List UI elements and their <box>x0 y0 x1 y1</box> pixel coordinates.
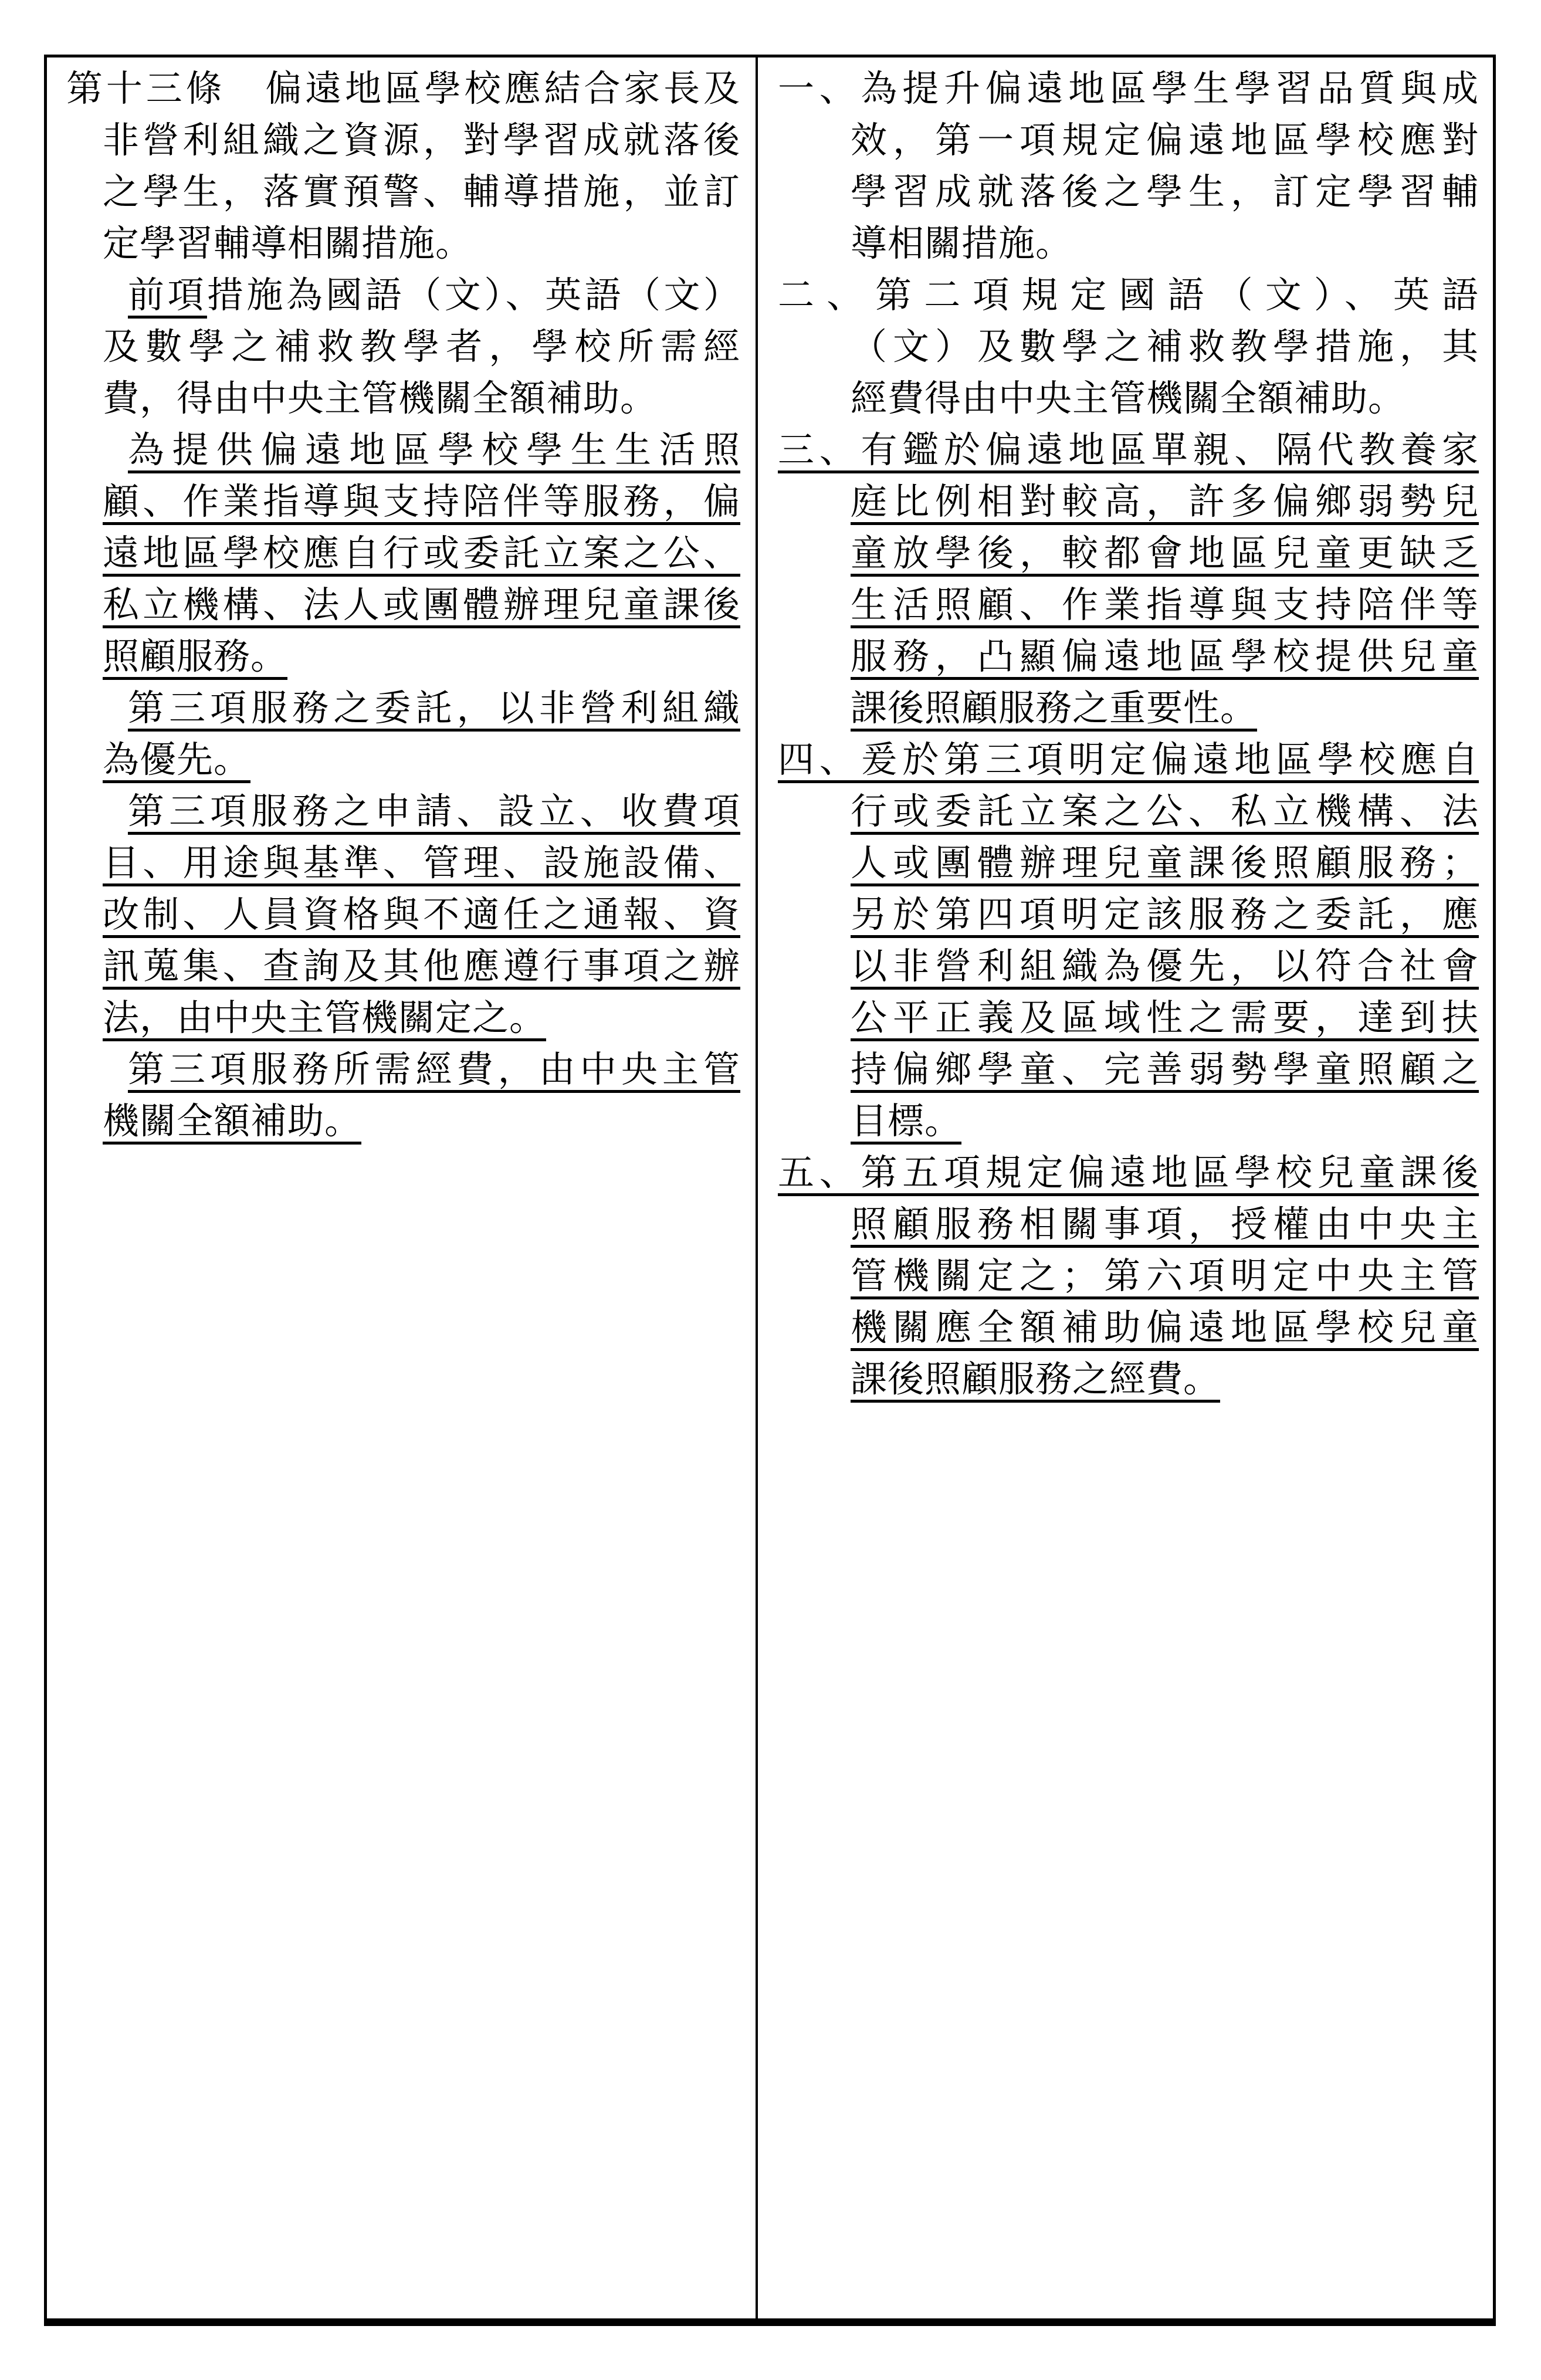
text-line <box>778 1199 1479 1251</box>
text-segment: 一、為提升偏遠地區學生學習品質與成 <box>778 69 1479 109</box>
text-line <box>778 734 1479 786</box>
text-segment: 及數學之補救教學者，學校所需經 <box>103 327 740 367</box>
text-line <box>778 1251 1479 1302</box>
text-line <box>778 683 1479 734</box>
underlined-text-segment: 管機關定之；第六項明定中央主管 <box>851 1257 1479 1296</box>
underlined-text-segment: 照顧服務。 <box>103 637 288 677</box>
text-line <box>66 889 740 941</box>
text-line <box>66 993 740 1044</box>
underlined-text-segment: 目標。 <box>851 1102 962 1142</box>
underlined-text-segment: 為優先。 <box>103 740 251 780</box>
text-segment: 定學習輔導相關措施。 <box>103 224 473 264</box>
text-line <box>66 167 740 218</box>
text-line <box>778 270 1479 321</box>
text-segment: 經費得由中央主管機關全額補助。 <box>851 379 1405 419</box>
underlined-text-segment: 訊蒐集、查詢及其他應遵行事項之辦 <box>103 947 740 987</box>
text-line <box>66 1044 740 1096</box>
underlined-text-segment: 私立機構、法人或團體辦理兒童課後 <box>103 585 740 625</box>
text-line <box>66 941 740 993</box>
underlined-text-segment: 三、有鑑於偏遠地區單親、隔代教養家 <box>778 431 1479 470</box>
underlined-text-segment: 童放學後，較都會地區兒童更缺乏 <box>851 534 1479 574</box>
underlined-text-segment: 前項 <box>128 276 207 316</box>
text-line <box>66 425 740 476</box>
text-line <box>778 373 1479 425</box>
provision-column <box>47 57 758 2318</box>
text-segment: 導相關措施。 <box>851 224 1073 264</box>
text-line <box>778 476 1479 528</box>
text-line <box>66 115 740 167</box>
text-line <box>778 167 1479 218</box>
underlined-text-segment: 機關全額補助。 <box>103 1102 362 1142</box>
comparison-table <box>44 55 1496 2326</box>
text-segment: 二、第二項規定國語（文）、英語 <box>778 276 1479 316</box>
underlined-text-segment: 課後照顧服務之經費。 <box>851 1360 1221 1400</box>
underlined-text-segment: 持偏鄉學童、完善弱勢學童照顧之 <box>851 1050 1479 1090</box>
text-line <box>66 321 740 373</box>
underlined-text-segment: 人或團體辦理兒童課後照顧服務； <box>851 844 1479 883</box>
underlined-text-segment: 庭比例相對較高，許多偏鄉弱勢兒 <box>851 482 1479 522</box>
underlined-text-segment: 遠地區學校應自行或委託立案之公、 <box>103 534 740 574</box>
underlined-text-segment: 第三項服務之申請、設立、收費項 <box>128 792 740 832</box>
underlined-text-segment: 顧、作業指導與支持陪伴等服務，偏 <box>103 482 740 522</box>
text-segment: 措施為國語（文）、英語（文） <box>206 276 740 316</box>
text-line <box>778 838 1479 889</box>
underlined-text-segment: 服務，凸顯偏遠地區學校提供兒童 <box>851 637 1479 677</box>
text-segment: 學習成就落後之學生，訂定學習輔 <box>851 172 1479 212</box>
text-segment: 費，得由中央主管機關全額補助。 <box>103 379 658 419</box>
underlined-text-segment: 四、爰於第三項明定偏遠地區學校應自 <box>778 740 1479 780</box>
text-line <box>778 321 1479 373</box>
underlined-text-segment: 機關應全額補助偏遠地區學校兒童 <box>851 1308 1479 1348</box>
underlined-text-segment: 照顧服務相關事項，授權由中央主 <box>851 1205 1479 1245</box>
text-line <box>66 580 740 631</box>
text-segment: 非營利組織之資源，對學習成就落後 <box>103 121 740 161</box>
underlined-text-segment: 行或委託立案之公、私立機構、法 <box>851 792 1479 832</box>
text-segment: 第十三條 偏遠地區學校應結合家長及 <box>66 69 740 109</box>
underlined-text-segment: 目、用途與基準、管理、設施設備、 <box>103 844 740 883</box>
text-line <box>66 1096 740 1147</box>
underlined-text-segment: 課後照顧服務之重要性。 <box>851 689 1258 729</box>
text-line <box>778 1147 1479 1199</box>
text-line <box>778 1302 1479 1354</box>
text-line <box>778 580 1479 631</box>
text-line <box>778 63 1479 115</box>
text-line <box>778 1354 1479 1406</box>
text-line <box>778 425 1479 476</box>
text-line <box>778 993 1479 1044</box>
text-line <box>66 734 740 786</box>
text-line <box>778 631 1479 683</box>
text-line <box>66 270 740 321</box>
text-line <box>778 1044 1479 1096</box>
text-line <box>778 941 1479 993</box>
text-line <box>66 786 740 838</box>
text-segment: （文）及數學之補救教學措施，其 <box>851 327 1479 367</box>
text-line <box>66 631 740 683</box>
underlined-text-segment: 以非營利組織為優先，以符合社會 <box>851 947 1479 987</box>
underlined-text-segment: 第三項服務所需經費，由中央主管 <box>128 1050 740 1090</box>
text-line <box>66 838 740 889</box>
text-line <box>778 1096 1479 1147</box>
underlined-text-segment: 為提供偏遠地區學校學生生活照 <box>128 431 740 470</box>
underlined-text-segment: 生活照顧、作業指導與支持陪伴等 <box>851 585 1479 625</box>
underlined-text-segment: 公平正義及區域性之需要，達到扶 <box>851 998 1479 1038</box>
text-line <box>778 115 1479 167</box>
text-line <box>778 889 1479 941</box>
text-line <box>66 373 740 425</box>
underlined-text-segment: 法，由中央主管機關定之。 <box>103 998 547 1038</box>
underlined-text-segment: 第三項服務之委託，以非營利組織 <box>128 689 740 729</box>
text-line <box>778 528 1479 580</box>
text-line <box>778 218 1479 270</box>
underlined-text-segment: 另於第四項明定該服務之委託，應 <box>851 895 1479 935</box>
text-segment: 效，第一項規定偏遠地區學校應對 <box>851 121 1479 161</box>
underlined-text-segment: 五、第五項規定偏遠地區學校兒童課後 <box>778 1153 1479 1193</box>
text-line <box>66 683 740 734</box>
explanation-column <box>758 57 1493 2318</box>
text-line <box>66 476 740 528</box>
underlined-text-segment: 改制、人員資格與不適任之通報、資 <box>103 895 740 935</box>
text-line <box>66 63 740 115</box>
text-segment: 之學生，落實預警、輔導措施，並訂 <box>103 172 740 212</box>
text-line <box>778 786 1479 838</box>
text-line <box>66 528 740 580</box>
text-line <box>66 218 740 270</box>
